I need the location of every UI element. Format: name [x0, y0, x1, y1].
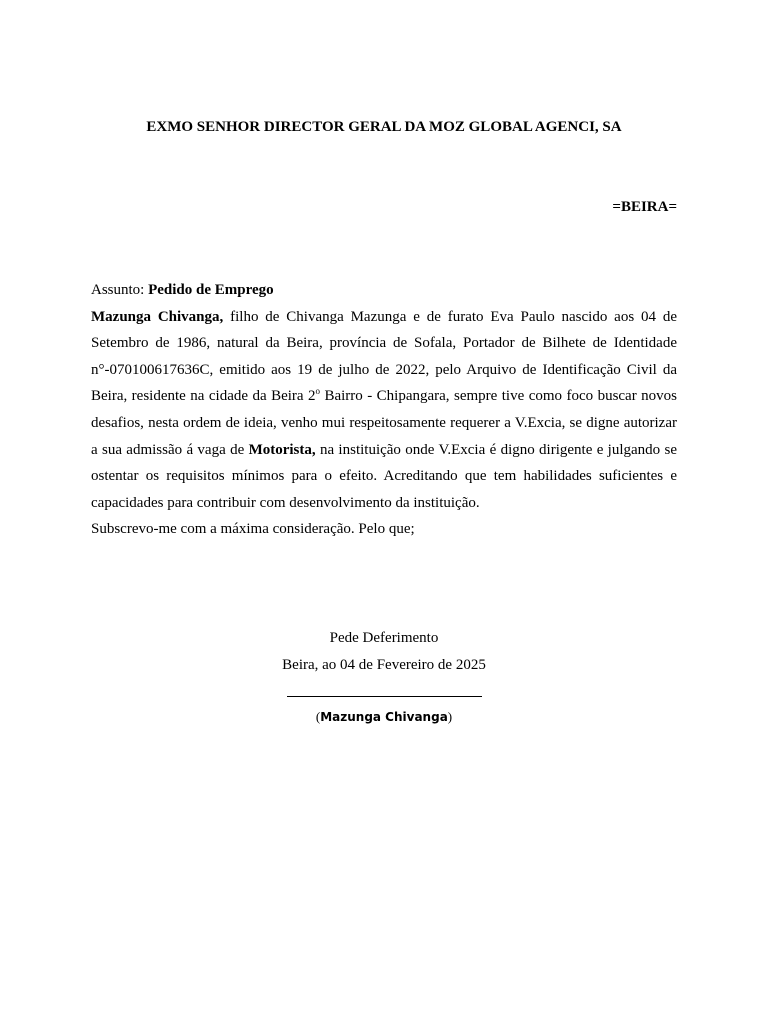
date-line: Beira, ao 04 de Fevereiro de 2025 [282, 657, 486, 673]
city-line: =BEIRA= [612, 199, 677, 215]
signer-paren-close: ) [447, 709, 453, 724]
signer-block [0, 709, 768, 725]
closing-block [0, 625, 768, 679]
applicant-name: Mazunga Chivanga, [91, 308, 224, 325]
signer-paren-open: ( [315, 709, 321, 724]
closing-line: Subscrevo-me com a máxima consideração. Pelo que; [91, 521, 415, 538]
signer-name: Mazunga Chivanga [320, 710, 448, 724]
body-paragraph [91, 304, 677, 517]
subject-label: Assunto: [91, 282, 149, 298]
subject-line [91, 277, 677, 304]
body-text-part-2: Bairro - Chipangara, sempre tive como foco buscar novos desafios, nesta ordem de ideia, venho mui respeitosamente requerer a V.Excia, se digne autorizar a sua admissão á vaga de [91, 388, 677, 458]
subject-text: Pedido de Emprego [148, 282, 274, 298]
body-text-part-1: filho de Chivanga Mazunga e de furato Eva Paulo nascido aos 04 de Setembro de 1986, natural da Beira, província de Sofala, Portador de Bilhete de Identidade n°-070100617636C, emitido aos 19 de julho de 2022, pelo Arquivo de Identificação Civil da Beira, residente na cidade da Beira 2 [91, 308, 677, 405]
ordinal-mark: o [315, 386, 320, 397]
job-position: Motorista, [248, 441, 316, 458]
letter-body [91, 277, 677, 543]
body-text-part-3: na instituição onde V.Excia é digno dirigente e julgando se ostentar os requisitos mínimos para o efeito. Acreditando que tem habilidades suficientes e capacidades para contribuir com desenvolvimento da instituição. [91, 441, 677, 511]
request-line: Pede Deferimento [329, 630, 439, 646]
signature-line [287, 696, 482, 697]
recipient-heading: EXMO SENHOR DIRECTOR GERAL DA MOZ GLOBAL AGENCI, SA [146, 119, 622, 135]
